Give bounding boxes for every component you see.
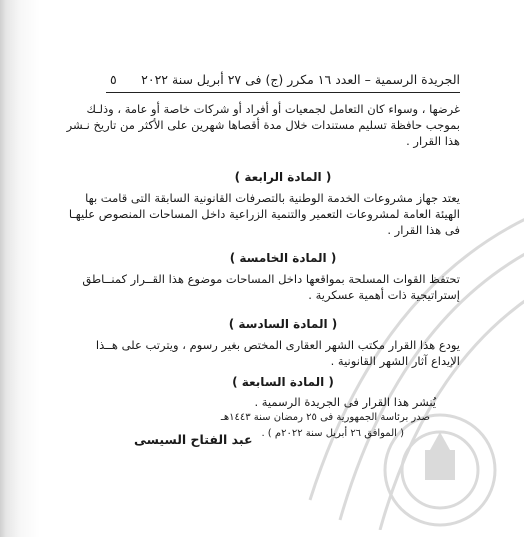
text-line: بموجب حافظة تسليم مستندات خلال مدة أقصاها شهرين على الأكثر من تاريخ نـشر xyxy=(66,118,460,132)
intro-paragraph xyxy=(66,101,460,149)
text-line: يودع هذا القرار مكتب الشهر العقارى المختص بغير رسوم ، ويترتب على هــذا xyxy=(95,338,460,352)
article-6-text xyxy=(95,337,460,369)
text-line: يعتد جهاز مشروعات الخدمة الوطنية بالتصرفات القانونية السابقة التى قامت بها xyxy=(85,191,460,205)
issued-date-hijri: صدر برئاسة الجمهورية فى ٢٥ رمضان سنة ١٤٤٣هـ xyxy=(220,412,430,423)
issued-date-gregorian: ( الموافق ٢٦ أبريل سنة ٢٠٢٢م ) . xyxy=(261,428,404,439)
scan-border xyxy=(0,0,40,537)
header-title: الجريدة الرسمية – العدد ١٦ مكرر (ج) فى ٢٧ أبريل سنة ٢٠٢٢ xyxy=(141,72,460,87)
text-line: غرضها ، وسواء كان التعامل لجمعيات أو أفراد أو شركات خاصة أو عامة ، وذلـك xyxy=(86,102,460,116)
gazette-header xyxy=(106,70,460,93)
article-5-heading: ( المادة الخامسة ) xyxy=(229,251,337,265)
president-signature: عبد الفتاح السيسى xyxy=(134,432,253,447)
article-5-text xyxy=(82,271,460,303)
article-7-heading: ( المادة السابعة ) xyxy=(232,375,334,389)
document-page xyxy=(40,0,524,537)
text-line: الهيئة العامة لمشروعات التعمير والتنمية الزراعية داخل المساحات المنصوص عليهـا xyxy=(68,207,460,221)
article-4-text xyxy=(68,190,460,238)
text-line: إستراتيجية ذات أهمية عسكرية . xyxy=(308,288,460,302)
text-line: هذا القرار . xyxy=(406,134,460,148)
page-number: ٥ xyxy=(110,72,117,87)
article-4-heading: ( المادة الرابعة ) xyxy=(234,170,332,184)
text-line: يُنشر هذا القرار فى الجريدة الرسمية . xyxy=(254,395,436,409)
article-7-text xyxy=(106,394,460,410)
text-line: فى هذا القرار . xyxy=(387,223,460,237)
text-line: الإيداع آثار الشهر القانونية . xyxy=(330,354,460,368)
text-line: تحتفظ القوات المسلحة بمواقعها داخل المساحات موضوع هذا القــرار كمنــاطق xyxy=(82,272,460,286)
article-6-heading: ( المادة السادسة ) xyxy=(228,317,338,331)
